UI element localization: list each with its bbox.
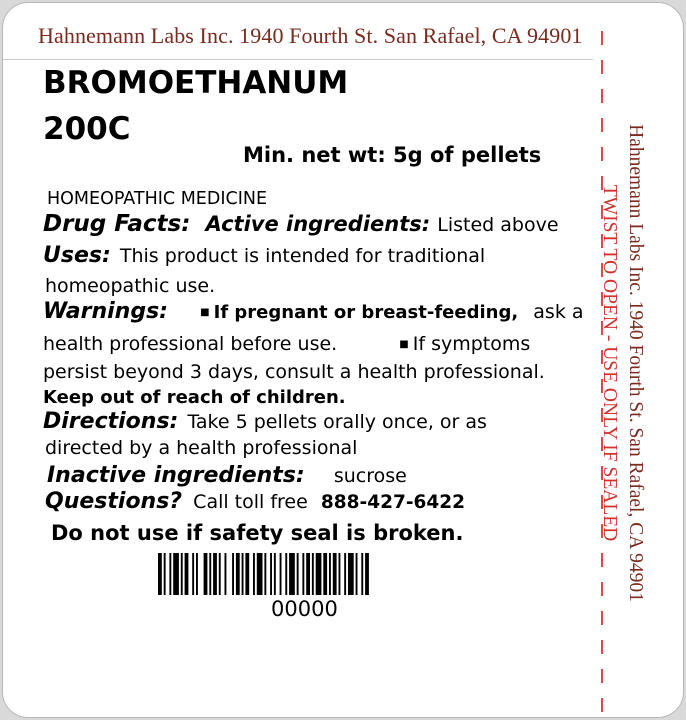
- drug-facts-heading: Drug Facts:: [43, 211, 191, 237]
- phone-number: 888-427-6422: [320, 492, 465, 513]
- directions-row: [43, 409, 487, 434]
- barcode-bar: [280, 553, 282, 595]
- warnings-row: [43, 299, 584, 324]
- perforation-dash: [601, 60, 603, 74]
- directions-heading: Directions:: [43, 409, 179, 434]
- barcode-bar: [181, 553, 183, 595]
- barcode-bar: [365, 553, 369, 595]
- barcode-bar: [219, 553, 221, 595]
- barcode-bar: [173, 553, 179, 595]
- bullet-icon: ■: [399, 339, 409, 350]
- manufacturer-address: Hahnemann Labs Inc. 1940 Fourth St. San Rafael, CA 94901: [38, 23, 583, 48]
- barcode-bar: [302, 553, 304, 595]
- barcode: [158, 553, 458, 595]
- inactive-ingredients-heading: Inactive ingredients:: [47, 463, 305, 488]
- barcode-bar: [158, 553, 162, 595]
- barcode-bar: [323, 553, 327, 595]
- product-name: BROMOETHANUM: [43, 65, 349, 101]
- category-label: HOMEOPATHIC MEDICINE: [47, 189, 268, 209]
- inactive-ingredients-text: sucrose: [333, 465, 407, 487]
- questions-text: Call toll free: [193, 491, 308, 513]
- active-ingredients-heading: Active ingredients:: [205, 212, 431, 236]
- perforation-dash: [601, 669, 603, 683]
- barcode-bar: [297, 553, 299, 595]
- product-label: [2, 2, 684, 718]
- barcode-bar: [356, 553, 358, 595]
- net-weight: Min. net wt: 5g of pellets: [243, 143, 542, 167]
- uses-text-line2: homeopathic use.: [45, 275, 216, 297]
- questions-row: [45, 489, 465, 514]
- drug-facts-row: [43, 211, 559, 237]
- barcode-bar: [245, 553, 249, 595]
- barcode-bar: [285, 553, 287, 595]
- questions-heading: Questions?: [45, 489, 183, 514]
- barcode-bar: [312, 553, 314, 595]
- barcode-bar: [339, 553, 341, 595]
- seal-warning: Do not use if safety seal is broken.: [51, 521, 464, 545]
- barcode-number: 00000: [271, 597, 338, 621]
- product-potency: 200C: [43, 111, 131, 147]
- barcode-bar: [329, 553, 331, 595]
- uses-heading: Uses:: [43, 243, 111, 268]
- perforation-dash: [601, 553, 603, 567]
- barcode-bar: [344, 553, 346, 595]
- perforation-dash: [601, 611, 603, 625]
- uses-text-line1: This product is intended for traditional: [119, 245, 486, 267]
- twist-to-open-warning: TWIST TO OPEN - USE ONLY IF SEALED: [599, 184, 620, 542]
- directions-line2: directed by a health professional: [45, 437, 358, 459]
- barcode-bar: [225, 553, 227, 595]
- barcode-bar: [289, 553, 295, 595]
- perforation-dash: [601, 89, 603, 103]
- barcode-bar: [196, 553, 198, 595]
- warning-before-use: health professional before use.: [43, 333, 338, 355]
- directions-line1: Take 5 pellets orally once, or as: [187, 411, 487, 433]
- perforation-dash: [601, 698, 603, 712]
- side-address: Hahnemann Labs Inc. 1940 Fourth St. San Rafael, CA 94901: [625, 124, 646, 602]
- warning-ask-text: ask a: [533, 301, 584, 323]
- warnings-heading: Warnings:: [43, 299, 168, 324]
- barcode-bar: [264, 553, 266, 595]
- warnings-line3: persist beyond 3 days, consult a health professional.: [43, 361, 545, 383]
- perforation-dash: [601, 118, 603, 132]
- barcode-bar: [270, 553, 272, 595]
- perforation-dash: [601, 147, 603, 161]
- barcode-bar: [169, 553, 171, 595]
- inactive-row: [47, 463, 407, 488]
- keep-out-of-reach: Keep out of reach of children.: [43, 387, 346, 408]
- bullet-icon: ■: [200, 307, 210, 318]
- perforation-dash: [601, 31, 603, 45]
- barcode-bar: [185, 553, 189, 595]
- barcode-bar: [209, 553, 211, 595]
- warning-symptoms: If symptoms: [412, 333, 531, 355]
- barcode-bar: [306, 553, 310, 595]
- barcode-bar: [204, 553, 208, 595]
- active-ingredients-text: Listed above: [437, 214, 559, 236]
- barcode-bar: [316, 553, 322, 595]
- barcode-bar: [213, 553, 217, 595]
- barcode-bar: [257, 553, 263, 595]
- barcode-bar: [236, 553, 240, 595]
- barcode-bar: [192, 553, 194, 595]
- barcode-bar: [232, 553, 234, 595]
- warning-pregnant: If pregnant or breast-feeding,: [213, 302, 519, 323]
- perforation-dash: [601, 582, 603, 596]
- barcode-bar: [274, 553, 276, 595]
- barcode-bar: [348, 553, 354, 595]
- uses-row: [43, 243, 485, 268]
- barcode-bar: [164, 553, 166, 595]
- perforation-dash: [601, 640, 603, 654]
- barcode-bar: [242, 553, 244, 595]
- barcode-bar: [333, 553, 337, 595]
- barcode-bar: [361, 553, 363, 595]
- barcode-bar: [253, 553, 255, 595]
- header-divider: [3, 59, 593, 60]
- warnings-line2: [43, 333, 530, 355]
